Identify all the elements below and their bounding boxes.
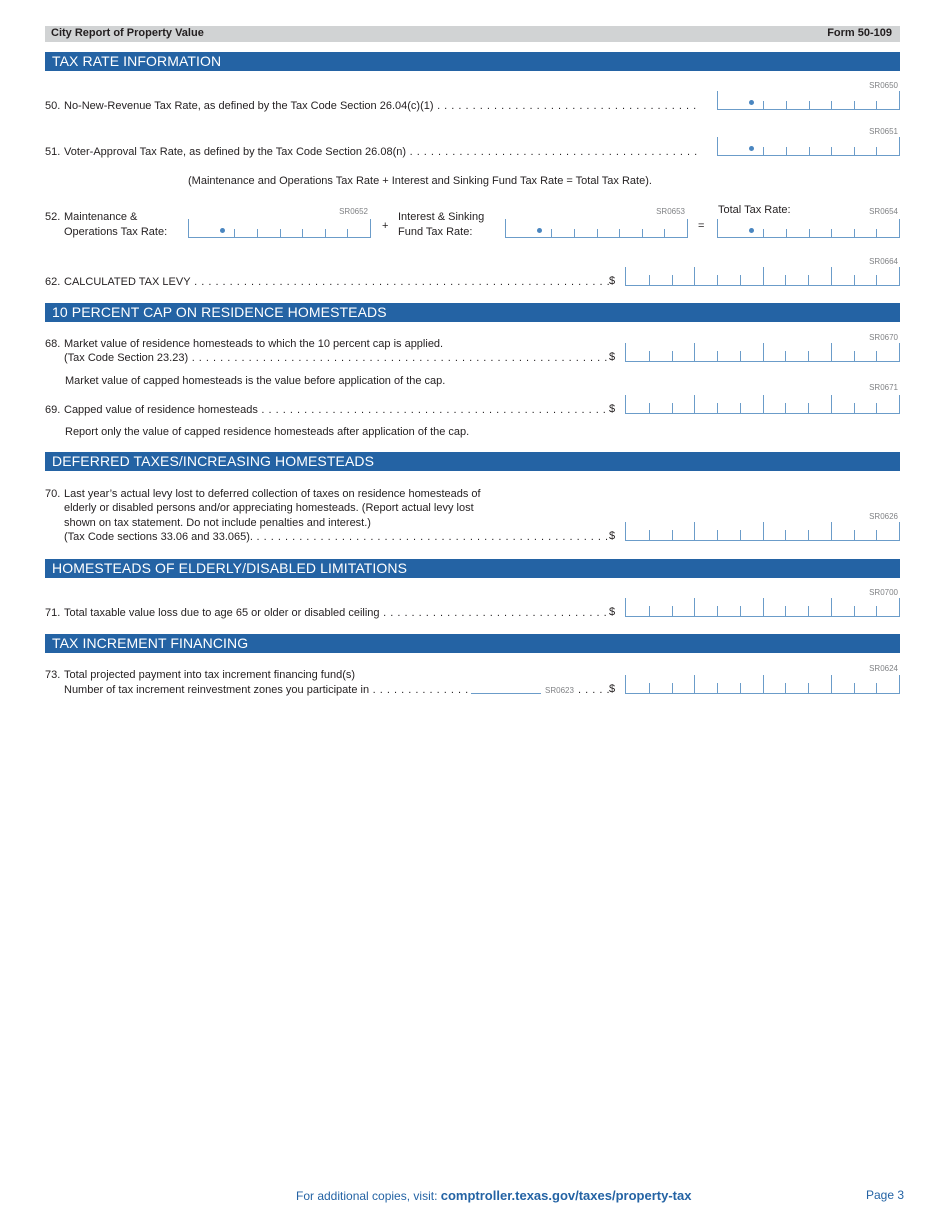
digit-divider [876, 530, 877, 540]
total-tax-rate-label: Total Tax Rate: [718, 204, 791, 216]
digit-divider [763, 267, 764, 285]
digit-divider [809, 101, 810, 109]
line-73-label-2: Number of tax increment reinvestment zones you participate in . . . [64, 683, 471, 697]
digit-divider [740, 606, 741, 616]
total-tax-rate-input[interactable] [717, 219, 900, 238]
digit-divider [717, 351, 718, 361]
field-code-sr0651: SR0651 [869, 127, 898, 136]
digit-divider [785, 275, 786, 285]
line-68-amount-input[interactable] [625, 343, 900, 362]
tif-zone-count-input[interactable] [471, 693, 541, 694]
line-50-rate-input[interactable] [717, 91, 900, 110]
section-deferred-taxes: DEFERRED TAXES/INCREASING HOMESTEADS [45, 452, 900, 471]
line-51-label: Voter-Approval Tax Rate, as defined by the Tax Code Section 26.08(n) . . . [64, 145, 700, 159]
digit-divider [854, 147, 855, 155]
digit-divider [831, 675, 832, 693]
digit-divider [876, 229, 877, 237]
digit-divider [234, 229, 235, 237]
digit-divider [717, 403, 718, 413]
dollar-sign: $ [609, 275, 616, 287]
line-70-label-3: shown on tax statement. Do not include penalties and interest.) [64, 517, 371, 529]
digit-divider [717, 530, 718, 540]
field-code-sr0671: SR0671 [869, 383, 898, 392]
digit-divider [808, 351, 809, 361]
digit-divider [854, 606, 855, 616]
digit-divider [808, 530, 809, 540]
digit-divider [854, 683, 855, 693]
digit-divider [854, 101, 855, 109]
is-tax-rate-input[interactable] [505, 219, 688, 238]
form-header-bar [45, 26, 900, 42]
digit-divider [694, 343, 695, 361]
plus-sign: + [382, 220, 389, 232]
digit-divider [876, 351, 877, 361]
digit-divider [831, 522, 832, 540]
digit-divider [740, 403, 741, 413]
line-73-leader [578, 683, 609, 697]
digit-divider [694, 675, 695, 693]
field-code-sr0654: SR0654 [869, 207, 898, 216]
digit-divider [551, 229, 552, 237]
digit-divider [831, 395, 832, 413]
line-51-number: 51. [45, 146, 61, 158]
dollar-sign: $ [609, 606, 616, 618]
equals-sign: = [698, 220, 705, 232]
digit-divider [809, 147, 810, 155]
field-code-sr0670: SR0670 [869, 333, 898, 342]
dollar-sign: $ [609, 351, 616, 363]
digit-divider [642, 229, 643, 237]
is-tax-rate-label-2: Fund Tax Rate: [398, 226, 473, 238]
digit-divider [302, 229, 303, 237]
digit-divider [854, 351, 855, 361]
section-elderly-disabled-limitations: HOMESTEADS OF ELDERLY/DISABLED LIMITATIONS [45, 559, 900, 578]
digit-divider [831, 101, 832, 109]
digit-divider [694, 598, 695, 616]
line-71-amount-input[interactable] [625, 598, 900, 617]
digit-divider [876, 275, 877, 285]
digit-divider [672, 683, 673, 693]
decimal-point-dot [220, 228, 225, 233]
digit-divider [876, 683, 877, 693]
digit-divider [717, 683, 718, 693]
field-code-sr0653: SR0653 [656, 207, 685, 216]
digit-divider [831, 267, 832, 285]
line-50-label: No-New-Revenue Tax Rate, as defined by the Tax Code Section 26.04(c)(1) . . . [64, 99, 700, 113]
digit-divider [694, 395, 695, 413]
digit-divider [649, 351, 650, 361]
digit-divider [597, 229, 598, 237]
digit-divider [740, 351, 741, 361]
digit-divider [854, 403, 855, 413]
digit-divider [831, 598, 832, 616]
line-62-amount-input[interactable] [625, 267, 900, 286]
line-73-label-1: Total projected payment into tax increment financing fund(s) [64, 669, 356, 681]
line-69-label: Capped value of residence homesteads . . . [64, 403, 609, 417]
digit-divider [672, 606, 673, 616]
digit-divider [763, 147, 764, 155]
line-70-amount-input[interactable] [625, 522, 900, 541]
digit-divider [717, 275, 718, 285]
digit-divider [854, 275, 855, 285]
line-70-label-4: (Tax Code sections 33.06 and 33.065). . . . [64, 530, 609, 544]
line-71-number: 71. [45, 607, 61, 619]
decimal-point-dot [749, 228, 754, 233]
digit-divider [808, 606, 809, 616]
digit-divider [831, 147, 832, 155]
section-10-percent-cap: 10 PERCENT CAP ON RESIDENCE HOMESTEADS [45, 303, 900, 322]
mo-tax-rate-label-2: Operations Tax Rate: [64, 226, 168, 238]
line-68-number: 68. [45, 338, 61, 350]
digit-divider [854, 530, 855, 540]
line-62-label: CALCULATED TAX LEVY . . . [64, 275, 609, 289]
line-68-note: Market value of capped homesteads is the value before application of the cap. [65, 375, 446, 387]
digit-divider [876, 403, 877, 413]
digit-divider [257, 229, 258, 237]
digit-divider [672, 275, 673, 285]
field-code-sr0700: SR0700 [869, 588, 898, 597]
decimal-point-dot [749, 146, 754, 151]
digit-divider [854, 229, 855, 237]
digit-divider [876, 147, 877, 155]
line-68-label-2: (Tax Code Section 23.23) . . . [64, 351, 609, 365]
field-code-sr0652: SR0652 [339, 207, 368, 216]
digit-divider [347, 229, 348, 237]
line-71-label: Total taxable value loss due to age 65 or older or disabled ceiling . . . [64, 606, 609, 620]
page-number: Page 3 [866, 1188, 905, 1202]
field-code-sr0624: SR0624 [869, 664, 898, 673]
footer-copies-note: For additional copies, visit: comptroller.texas.gov/taxes/property-tax [296, 1188, 692, 1203]
line-69-amount-input[interactable] [625, 395, 900, 414]
footer-url-link[interactable]: comptroller.texas.gov/taxes/property-tax [440, 1188, 692, 1203]
digit-divider [763, 395, 764, 413]
digit-divider [763, 598, 764, 616]
digit-divider [672, 403, 673, 413]
digit-divider [740, 530, 741, 540]
digit-divider [763, 101, 764, 109]
line-70-label-2: elderly or disabled persons and/or appreciating homesteads. (Report actual levy lost [64, 502, 474, 514]
section-tax-increment-financing: TAX INCREMENT FINANCING [45, 634, 900, 653]
digit-divider [831, 229, 832, 237]
is-tax-rate-label-1: Interest & Sinking [398, 211, 485, 223]
digit-divider [717, 606, 718, 616]
line-73-amount-input[interactable] [625, 675, 900, 694]
digit-divider [280, 229, 281, 237]
digit-divider [785, 351, 786, 361]
section-tax-rate-information: TAX RATE INFORMATION [45, 52, 900, 71]
digit-divider [763, 522, 764, 540]
digit-divider [649, 530, 650, 540]
digit-divider [808, 683, 809, 693]
digit-divider [672, 530, 673, 540]
digit-divider [672, 351, 673, 361]
line-52-number: 52. [45, 211, 61, 223]
digit-divider [649, 275, 650, 285]
dollar-sign: $ [609, 530, 616, 542]
digit-divider [831, 343, 832, 361]
field-code-sr0623: SR0623 [545, 686, 574, 695]
digit-divider [694, 522, 695, 540]
digit-divider [785, 683, 786, 693]
field-code-sr0650: SR0650 [869, 81, 898, 90]
digit-divider [808, 403, 809, 413]
digit-divider [809, 229, 810, 237]
line-51-rate-input[interactable] [717, 137, 900, 156]
digit-divider [619, 229, 620, 237]
digit-divider [876, 606, 877, 616]
form-title: City Report of Property Value [51, 27, 204, 39]
digit-divider [786, 147, 787, 155]
line-62-number: 62. [45, 276, 61, 288]
line-70-number: 70. [45, 488, 61, 500]
decimal-point-dot [537, 228, 542, 233]
digit-divider [664, 229, 665, 237]
line-69-number: 69. [45, 404, 61, 416]
digit-divider [876, 101, 877, 109]
digit-divider [808, 275, 809, 285]
digit-divider [785, 530, 786, 540]
line-69-note: Report only the value of capped residence homesteads after application of the cap. [65, 426, 470, 438]
digit-divider [763, 343, 764, 361]
digit-divider [649, 606, 650, 616]
digit-divider [649, 403, 650, 413]
digit-divider [325, 229, 326, 237]
line-52-formula-note: (Maintenance and Operations Tax Rate + Interest and Sinking Fund Tax Rate = Total Tax Rate). [188, 175, 652, 187]
digit-divider [786, 101, 787, 109]
digit-divider [763, 675, 764, 693]
digit-divider [574, 229, 575, 237]
digit-divider [740, 275, 741, 285]
field-code-sr0664: SR0664 [869, 257, 898, 266]
digit-divider [649, 683, 650, 693]
digit-divider [785, 606, 786, 616]
digit-divider [785, 403, 786, 413]
mo-tax-rate-input[interactable] [188, 219, 371, 238]
dollar-sign: $ [609, 403, 616, 415]
mo-tax-rate-label-1: Maintenance & [64, 211, 138, 223]
line-70-label-1: Last year’s actual levy lost to deferred collection of taxes on residence homesteads of [64, 488, 481, 500]
digit-divider [694, 267, 695, 285]
dollar-sign: $ [609, 683, 616, 695]
digit-divider [740, 683, 741, 693]
line-50-number: 50. [45, 100, 61, 112]
digit-divider [763, 229, 764, 237]
digit-divider [786, 229, 787, 237]
line-73-number: 73. [45, 669, 61, 681]
form-number: Form 50-109 [827, 27, 892, 39]
decimal-point-dot [749, 100, 754, 105]
line-68-label-1: Market value of residence homesteads to which the 10 percent cap is applied. [64, 338, 444, 350]
field-code-sr0626: SR0626 [869, 512, 898, 521]
